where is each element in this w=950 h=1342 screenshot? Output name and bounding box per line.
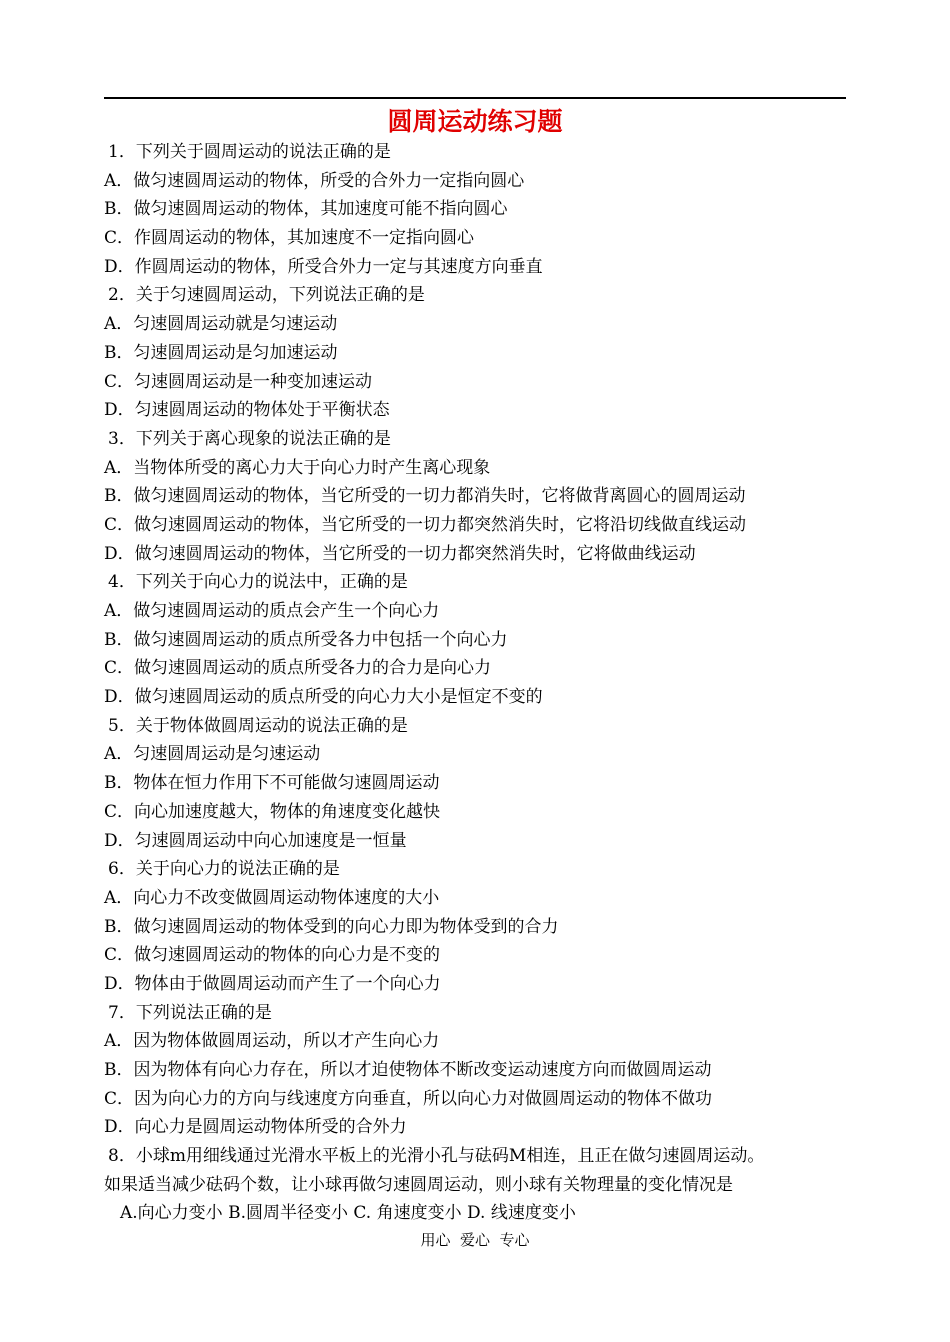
- option: A．做匀速圆周运动的质点会产生一个向心力: [104, 601, 440, 621]
- option: C．作圆周运动的物体，其加速度不一定指向圆心: [104, 228, 475, 249]
- option: A．当物体所受的离心力大于向心力时产生离心现象: [104, 457, 491, 478]
- option: D．作圆周运动的物体，所受合外力一定与其速度方向垂直: [104, 256, 543, 277]
- option: A．向心力不改变做圆周运动物体速度的大小: [104, 887, 440, 908]
- option: B．做匀速圆周运动的物体，当它所受的一切力都消失时，它将做背离圆心的圆周运动: [104, 486, 746, 507]
- option: D．向心力是圆周运动物体所受的合外力: [104, 1117, 407, 1138]
- option: D．匀速圆周运动的物体处于平衡状态: [104, 400, 390, 421]
- option: C．做匀速圆周运动的物体，当它所受的一切力都突然消失时，它将沿切线做直线运动: [104, 514, 747, 535]
- question-stem: 7．下列说法正确的是: [108, 1002, 272, 1023]
- option: C．匀速圆周运动是一种变加速运动: [104, 371, 373, 392]
- option: D．物体由于做圆周运动而产生了一个向心力: [104, 973, 441, 994]
- option: B．做匀速圆周运动的物体受到的向心力即为物体受到的合力: [104, 916, 559, 937]
- option: B．做匀速圆周运动的质点所受各力中包括一个向心力: [104, 629, 508, 650]
- option: B．物体在恒力作用下不可能做匀速圆周运动: [104, 773, 440, 794]
- question-stem: 4．下列关于向心力的说法中，正确的是: [108, 572, 408, 593]
- option: D．做匀速圆周运动的物体，当它所受的一切力都突然消失时，它将做曲线运动: [104, 543, 696, 564]
- option-row: A.向心力变小 B.圆周半径变小 C. 角速度变小 D. 线速度变小: [120, 1203, 576, 1224]
- option: C．因为向心力的方向与线速度方向垂直，所以向心力对做圆周运动的物体不做功: [104, 1088, 713, 1109]
- page-footer: 用心 爱心 专心: [420, 1231, 530, 1249]
- question-stem: 1．下列关于圆周运动的说法正确的是: [108, 142, 391, 162]
- header-rule: [104, 97, 846, 99]
- question-stem: 6．关于向心力的说法正确的是: [108, 859, 340, 880]
- option: A．匀速圆周运动是匀速运动: [104, 744, 321, 765]
- page-title: 圆周运动练习题: [387, 107, 563, 136]
- question-stem: 2．关于匀速圆周运动，下列说法正确的是: [108, 285, 425, 306]
- question-stem: 3．下列关于离心现象的说法正确的是: [108, 428, 391, 449]
- option: D．匀速圆周运动中向心加速度是一恒量: [104, 830, 407, 851]
- option: B．因为物体有向心力存在，所以才迫使物体不断改变运动速度方向而做圆周运动: [104, 1060, 712, 1080]
- question-stem: 5．关于物体做圆周运动的说法正确的是: [108, 715, 408, 736]
- option: C．向心加速度越大，物体的角速度变化越快: [104, 801, 441, 822]
- option: C．做匀速圆周运动的物体的向心力是不变的: [104, 945, 441, 966]
- option: B．做匀速圆周运动的物体，其加速度可能不指向圆心: [104, 199, 508, 220]
- option: B．匀速圆周运动是匀加速运动: [104, 342, 338, 363]
- option: A．做匀速圆周运动的物体，所受的合外力一定指向圆心: [104, 170, 525, 191]
- question-list: [104, 138, 864, 1228]
- option: A．匀速圆周运动就是匀速运动: [104, 314, 338, 335]
- option: D．做匀速圆周运动的质点所受的向心力大小是恒定不变的: [104, 687, 543, 708]
- option: A．因为物体做圆周运动，所以才产生向心力: [104, 1031, 440, 1052]
- option: C．做匀速圆周运动的质点所受各力的合力是向心力: [104, 658, 492, 679]
- question-stem: 8．小球m用细线通过光滑水平板上的光滑小孔与砝码M相连，且正在做匀速圆周运动。: [108, 1146, 765, 1167]
- question-stem-continued: 如果适当减少砝码个数，让小球再做匀速圆周运动，则小球有关物理量的变化情况是: [104, 1174, 733, 1195]
